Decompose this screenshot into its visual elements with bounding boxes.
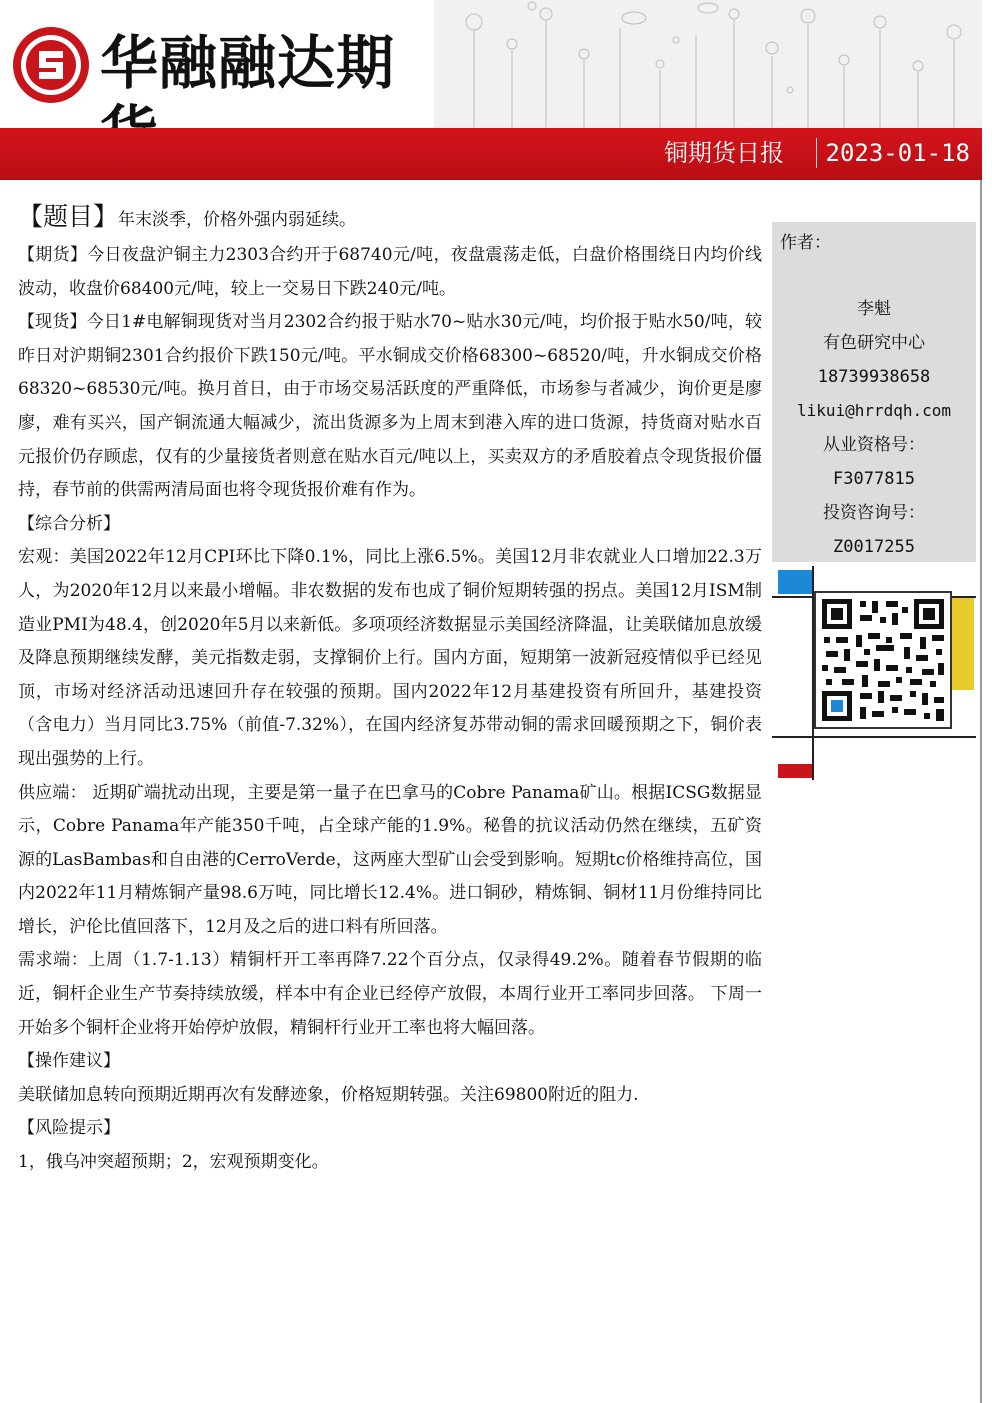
report-title: 铜期货日报: [664, 139, 784, 167]
frame-line-h2: [772, 736, 976, 738]
color-block-blue: [778, 570, 812, 594]
qr-code[interactable]: [814, 591, 952, 729]
paragraph-demand: 需求端：上周（1.7-1.13）精铜杆开工率再降7.22个百分点，仅录得49.2%。随着春节假期的临近，铜杆企业生产节奏持续放缓，样本中有企业已经停产放假，本周行业开工率同步回落。 下周一开始多个铜杆企业将开始停炉放假，精铜杆行业开工率也将大幅回落。: [18, 950, 762, 1038]
title-label: 【题目】: [18, 202, 119, 231]
consulting-label: 投资咨询号：: [823, 503, 925, 523]
consulting-number: Z0017255: [833, 537, 915, 557]
color-block-red: [778, 764, 812, 778]
author-sidebar: [772, 222, 976, 562]
qualification-number: F3077815: [833, 469, 915, 489]
qr-panel: [772, 566, 976, 780]
section-heading-advice: 【操作建议】: [18, 1051, 120, 1072]
author-phone: 18739938658: [817, 367, 931, 387]
section-heading-risk: 【风险提示】: [18, 1118, 120, 1139]
company-logo-icon: [10, 24, 92, 106]
paragraph-spot: 【现货】今日1#电解铜现货对当月2302合约报于贴水70~贴水30元/吨，均价报于贴水50/吨，较昨日对沪期铜2301合约报价下跌150元/吨。平水铜成交价格68300~68520/吨，升水铜成交价格68320~68530元/吨。换月首日，由于市场交易活跃度的严重降低，市场参与者减少，询价更是廖廖，难有买兴，国产铜流通大幅减少，流出货源多为上周末到港入库的进口货源，持货商对贴水百元报价仍存顾虑，仅有的少量接货者则意在贴水百元/吨以上，买卖双方的矛盾胶着点令现货报价僵持，春节前的供需两清局面也将令现货报价难有作为。: [18, 312, 762, 501]
title-separator: [816, 138, 817, 168]
brand-name: 华融融达期: [100, 29, 396, 97]
title-text: 年末淡季，价格外强内弱延续。: [118, 210, 357, 230]
author-name: 李魁: [857, 299, 891, 319]
report-date: 2023-01-18: [825, 139, 970, 167]
report-body: [18, 198, 762, 1180]
page-header: [0, 0, 992, 180]
section-heading-analysis: 【综合分析】: [18, 513, 120, 534]
paragraph-futures: 【期货】今日夜盘沪铜主力2303合约开于68740元/吨，夜盘震荡走低，白盘价格围绕日内均价线波动，收盘价68400元/吨，较上一交易日下跌240元/吨。: [18, 245, 762, 299]
author-email[interactable]: likui@hrrdqh.com: [796, 401, 952, 420]
paragraph-risk: 1，俄乌冲突超预期；2，宏观预期变化。: [18, 1152, 329, 1173]
report-title-bar: [0, 128, 982, 180]
logo-area: [0, 0, 440, 128]
qualification-label: 从业资格号：: [823, 435, 925, 455]
author-label: 作者：: [780, 233, 831, 253]
paragraph-supply: 供应端： 近期矿端扰动出现，主要是第一量子在巴拿马的Cobre Panama矿山。根据ICSG数据显示，Cobre Panama年产能350千吨，占全球产能的1.9%。秘鲁的抗议活动仍然在继续，五矿资源的LasBambas和自由港的CerroVerde，这两座大型矿山会受到影响。短期tc价格维持高位，国内2022年11月精炼铜产量98.6万吨，同比增长12.4%。进口铜砂，精炼铜、铜材11月份维持同比增长，沪伦比值回落下，12月及之后的进口料有所回落。: [18, 782, 762, 937]
paragraph-macro: 宏观：美国2022年12月CPI环比下降0.1%，同比上涨6.5%。美国12月非农就业人口增加22.3万人，为2020年12月以来最小增幅。非农数据的发布也成了铜价短期转强的拐点。美国12月ISM制造业PMI为48.4，创2020年5月以来新低。多项项经济数据显示美国经济降温，让美联储加息放缓及降息预期继续发酵，美元指数走弱，支撑铜价上行。国内方面，短期第一波新冠疫情似乎已经见顶，市场对经济活动迅速回升存在较强的预期。国内2022年12月基建投资有所回升，基建投资（含电力）当月同比3.75%（前值-7.32%），在国内经济复苏带动铜的需求回暖预期之下，铜价表现出强势的上行。: [18, 547, 762, 769]
paragraph-advice: 美联储加息转向预期近期再次有发酵迹象，价格短期转强。关注69800附近的阻力.: [18, 1084, 639, 1105]
author-details: [772, 292, 976, 564]
decorative-graphic: [434, 0, 982, 128]
qr-code-icon: [816, 593, 950, 727]
author-department: 有色研究中心: [823, 333, 925, 353]
report-headline: [18, 198, 762, 239]
